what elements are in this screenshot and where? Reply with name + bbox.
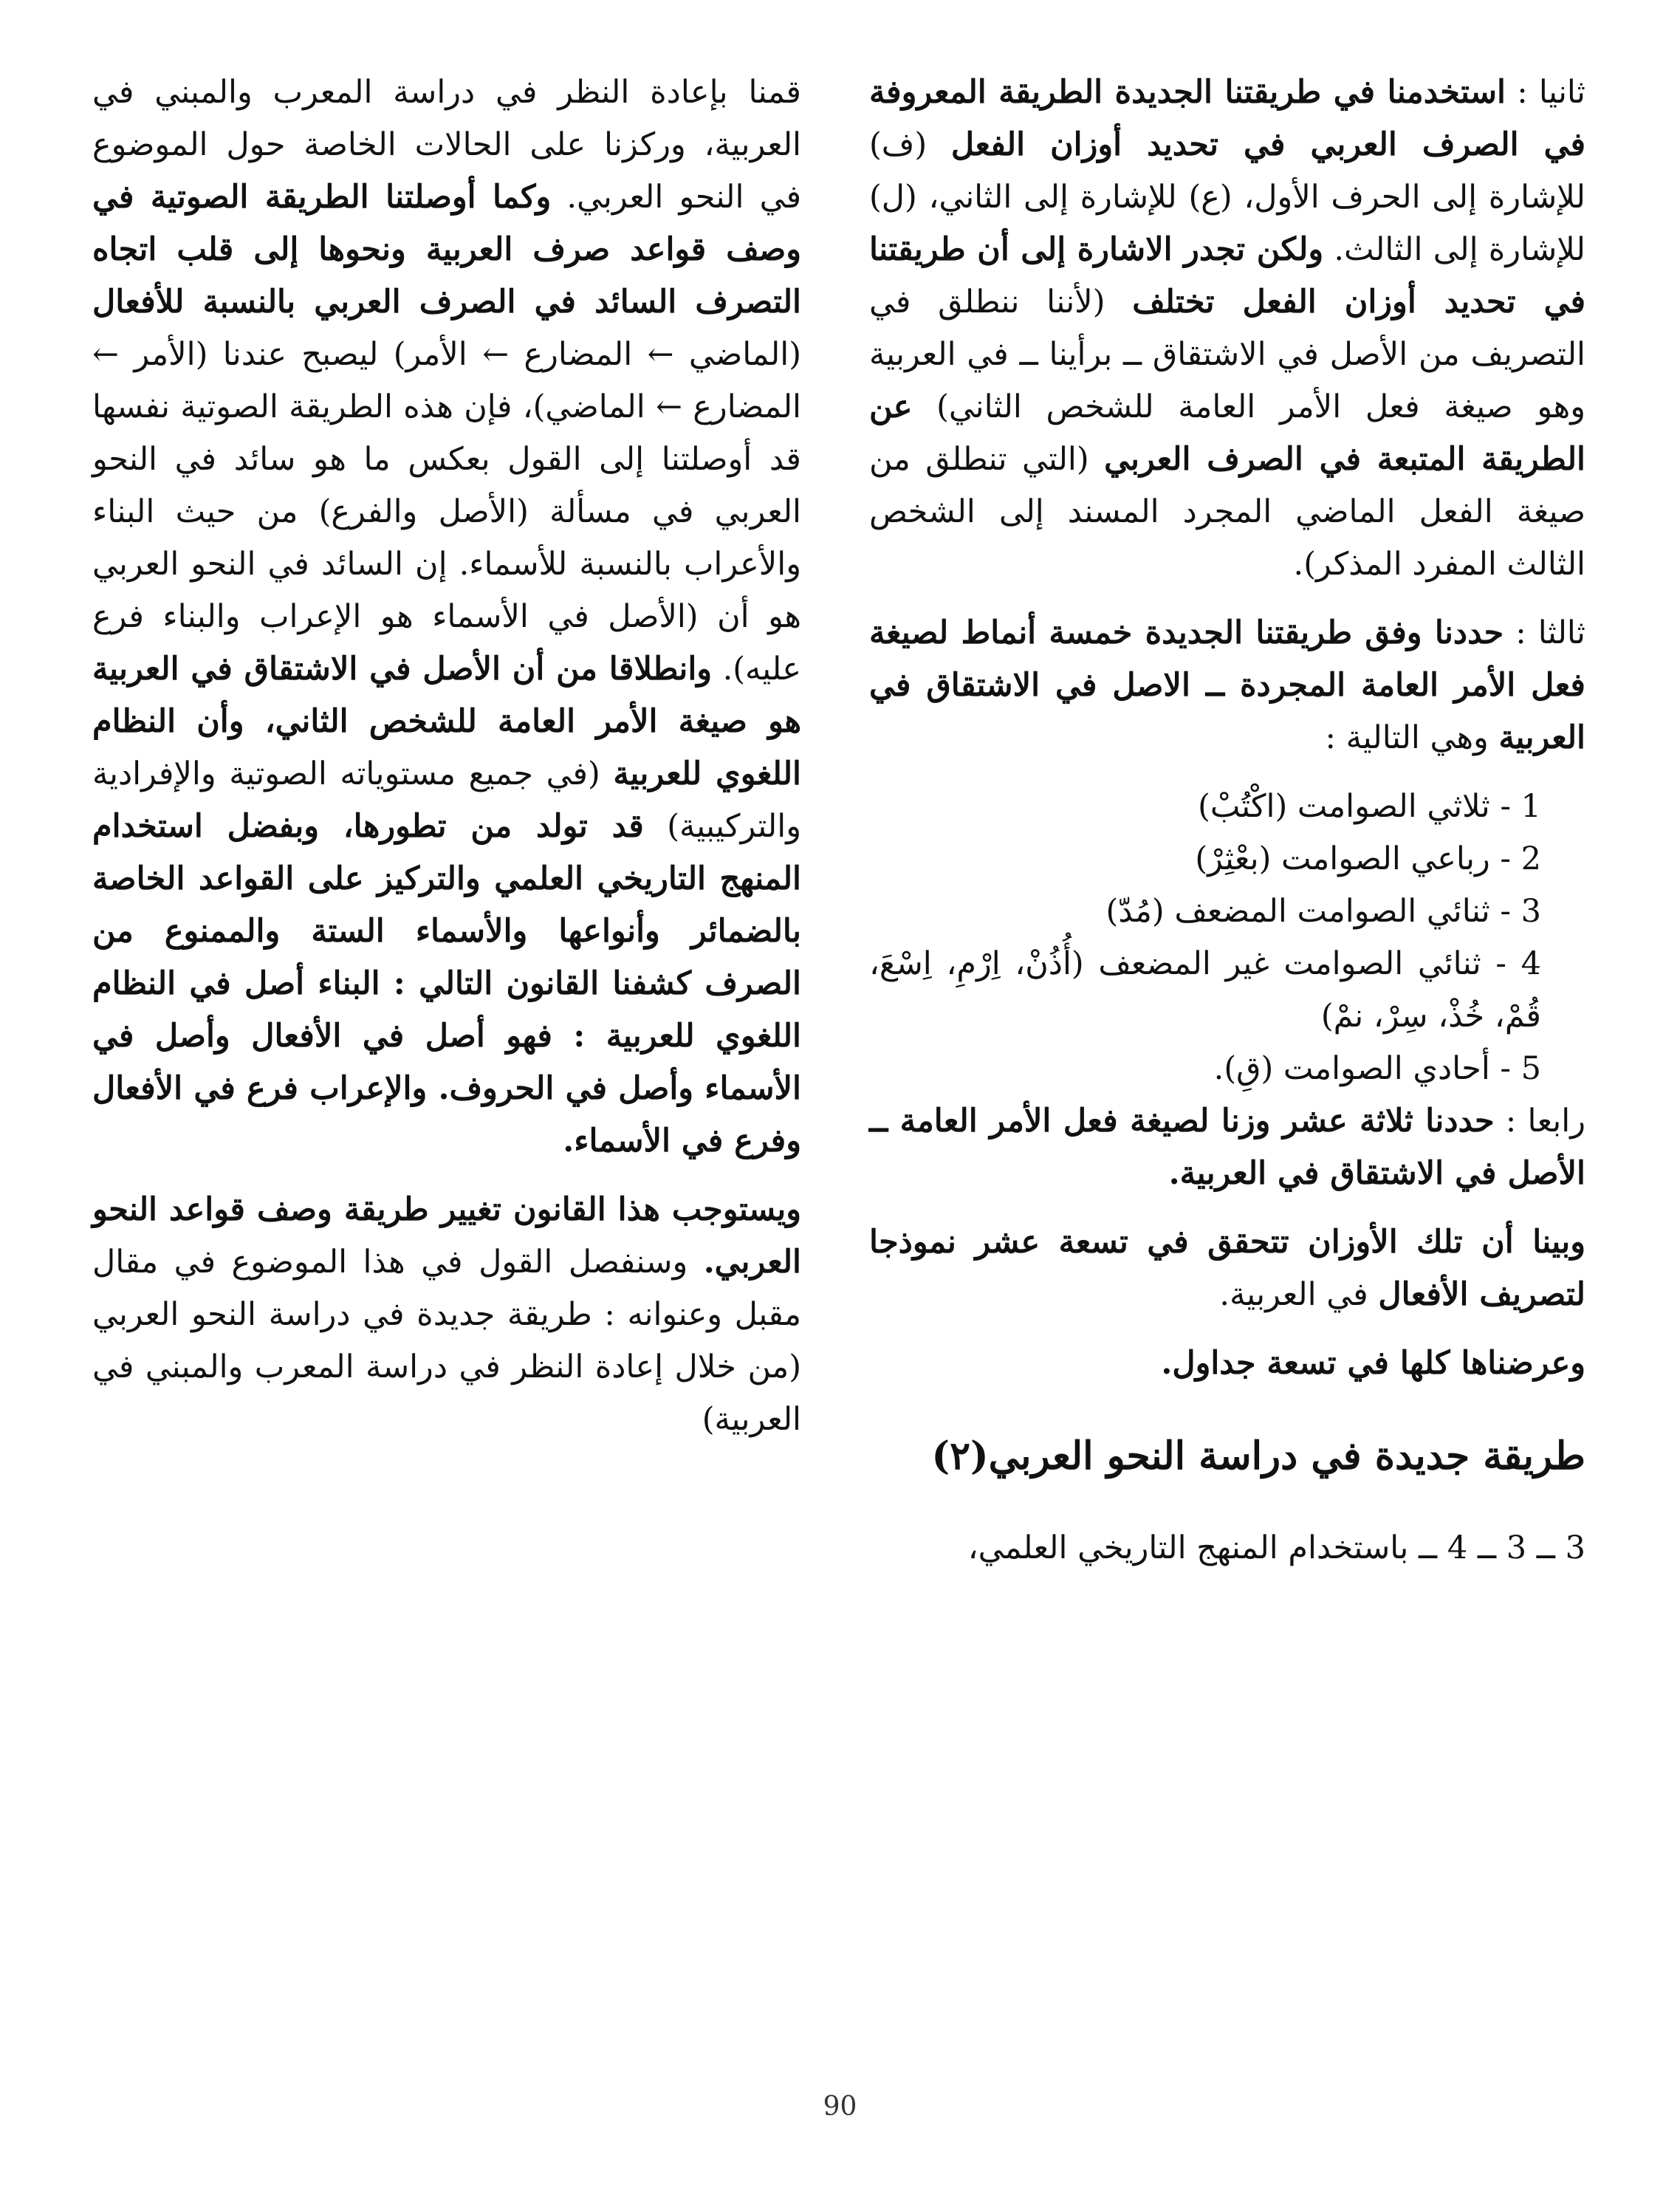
paragraph-conclusion <box>92 1184 801 1446</box>
body-text: (الماضي ← المضارع ← الأمر) ليصبح عندنا (الأمر ← المضارع ← الماضي)، فإن هذه الطريقة الصوتية نفسها قد أوصلتنا إلى القول بعكس ما هو سائد في النحو العربي في مسألة (الأصل والفرع) من حيث البناء والأعراب بالنسبة للأسماء. إن السائد في النحو العربي هو أن (الأصل في الأسماء هو الإعراب والبناء فرع عليه). <box>92 336 801 688</box>
bold-text: وكما أوصلتنا الطريقة الصوتية في وصف قواعد صرف العربية ونحوها إلى قلب اتجاه التصرف السائد في الصرف العربي بالنسبة للأفعال <box>92 179 801 321</box>
body-text: (لأننا ننطلق في التصريف من الأصل في الاشتقاق ــ برأينا ــ في العربية وهو صيغة فعل الأمر العامة للشخص الثاني) <box>869 284 1585 425</box>
bold-text: قد تولد من تطورها، وبفضل استخدام المنهج التاريخي العلمي والتركيز على القواعد الخاصة بالضمائر وأنواعها والأسماء الستة والممنوع من الصرف كشفنا القانون التالي : البناء أصل في النظام اللغوي للعربية : فهو أصل في الأفعال وأصل في الأسماء وأصل في الحروف. والإعراب فرع في الأفعال وفرع في الأسماء. <box>92 808 801 1159</box>
body-text: (التي تنطلق من صيغة الفعل الماضي المجرد المسند إلى الشخص الثالث المفرد المذكر). <box>869 441 1585 583</box>
page-number: 90 <box>823 2091 857 2122</box>
bold-text: ويستوجب هذا القانون تغيير طريقة وصف قواعد النحو العربي. <box>92 1191 801 1281</box>
bold-text: ولكن تجدر الاشارة إلى أن طريقتنا في تحديد أوزان الفعل تختلف <box>869 231 1586 321</box>
body-text: وهي التالية : <box>1325 719 1499 756</box>
list-item: 4 - ثنائي الصوامت غير المضعف (أُذُنْ، اِرْمِ، اِسْعَ، قُمْ، خُذْ، سِرْ، نمْ) <box>869 945 1541 1035</box>
list-item: 3 - ثنائي الصوامت المضعف (مُدّ) <box>1105 893 1541 930</box>
bold-text: وبينا أن تلك الأوزان تتحقق في تسعة عشر نموذجا لتصريف الأفعال <box>869 1224 1585 1313</box>
bold-text: حددنا ثلاثة عشر وزنا لصيغة فعل الأمر العامة ــ الأصل في الاشتقاق في العربية. <box>869 1103 1585 1192</box>
bold-text: وانطلاقا من أن الأصل في الاشتقاق في العربية هو صيغة الأمر العامة للشخص الثاني، وأن النظام اللغوي للعربية <box>92 651 801 792</box>
body-text: (في جميع مستوياته الصوتية والإفرادية والتركيبية) <box>92 755 801 845</box>
paragraph-tables <box>869 1337 1585 1390</box>
paragraph-main <box>92 66 801 1168</box>
list-item: 2 - رباعي الصوامت (بعْثِرْ) <box>1195 840 1541 877</box>
paragraph-label: رابعا : <box>1494 1103 1585 1140</box>
left-column <box>92 66 801 1462</box>
body-text: في العربية. <box>1219 1276 1379 1313</box>
bold-text: عن الطريقة المتبعة في الصرف العربي <box>869 388 1585 478</box>
right-column <box>869 66 1585 1575</box>
body-text: وسنفصل القول في هذا الموضوع في مقال مقبل وعنوانه : طريقة جديدة في دراسة النحو العربي (من خلال إعادة النظر في دراسة المعرب والمبني في العربية) <box>92 1244 801 1438</box>
section-number-line: 3 ــ 3 ــ 4 ــ باستخدام المنهج التاريخي العلمي، <box>967 1529 1585 1566</box>
bold-text: وعرضناها كلها في تسعة جداول. <box>1161 1345 1585 1382</box>
list-item: 5 - أحادي الصوامت (قِ). <box>1213 1050 1541 1087</box>
list-item: 1 - ثلاثي الصوامت (اكْتُبْ) <box>1198 788 1541 825</box>
section-heading: طريقة جديدة في دراسة النحو العربي(٢) <box>931 1433 1585 1479</box>
paragraph-third-point <box>869 607 1585 764</box>
bold-text: حددنا وفق طريقتنا الجديدة خمسة أنماط لصيغة فعل الأمر العامة المجردة ــ الاصل في الاشتقاق في العربية <box>869 614 1585 756</box>
bold-text: استخدمنا في طريقتنا الجديدة الطريقة المعروفة في الصرف العربي في تحديد أوزان الفعل <box>869 74 1586 163</box>
body-text: (ف) للإشارة إلى الحرف الأول، (ع) للإشارة إلى الثاني، (ل) للإشارة إلى الثالث. <box>869 126 1585 268</box>
paragraph-label: ثالثا : <box>1504 614 1586 651</box>
body-text: قمنا بإعادة النظر في دراسة المعرب والمبني في العربية، وركزنا على الحالات الخاصة حول الموضوع في النحو العربي. <box>92 74 802 216</box>
paragraph-second-point <box>869 66 1585 591</box>
patterns-list <box>869 781 1585 1095</box>
paragraph-forms <box>869 1216 1585 1321</box>
paragraph-label: ثانيا : <box>1506 74 1585 111</box>
paragraph-fourth-point <box>869 1095 1585 1200</box>
